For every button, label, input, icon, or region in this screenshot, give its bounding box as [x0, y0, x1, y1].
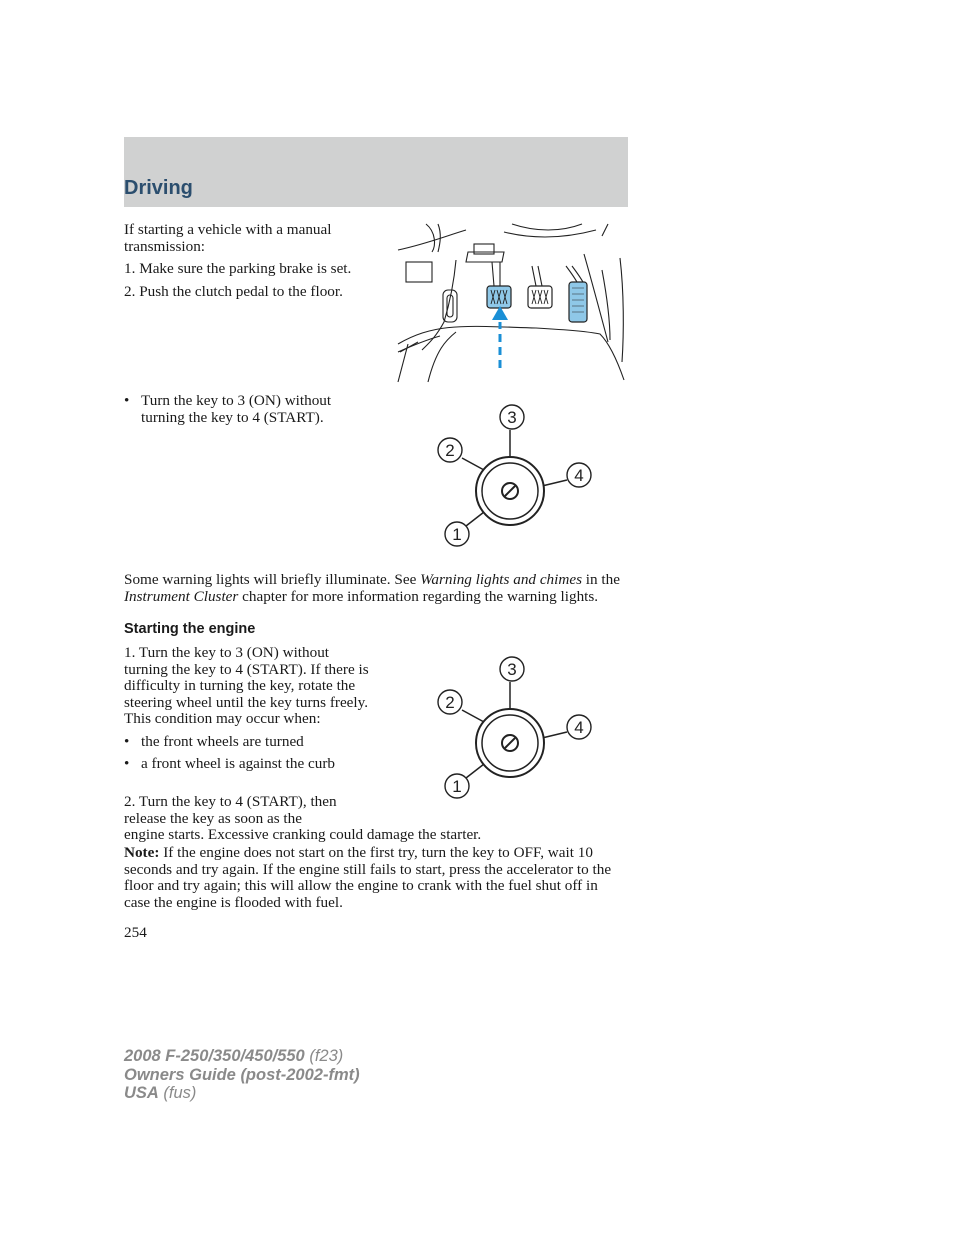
- ignition-pos-4: 4: [574, 466, 584, 485]
- ignition-pos-4: 4: [574, 718, 584, 737]
- footer: 2008 F-250/350/450/550 (f23) Owners Guide (post-2002-fmt) USA (fus): [124, 1047, 360, 1102]
- ignition-pos-3: 3: [507, 660, 517, 679]
- section-title: Driving: [124, 177, 193, 199]
- instrument-cluster-link: Instrument Cluster: [124, 587, 239, 605]
- manual-step-1: 1. Make sure the parking brake is set.: [124, 260, 352, 277]
- warning-lights-link: Warning lights and chimes: [420, 571, 582, 588]
- clutch-pedal-illustration: [396, 222, 628, 384]
- ignition-pos-2: 2: [445, 693, 455, 712]
- header-band: [124, 137, 628, 207]
- ignition-pos-3: 3: [507, 408, 517, 427]
- bullet-turn-key-on: • Turn the key to 3 (ON) without turning the key to 4 (START).: [124, 393, 364, 426]
- manual-step-2: 2. Push the clutch pedal to the floor.: [124, 282, 343, 300]
- page-number: 254: [124, 924, 147, 941]
- bullet-text: Turn the key to 3 (ON) without turning the key to 4 (START).: [141, 392, 332, 426]
- manual-start-text: [124, 222, 364, 300]
- bullet-front-wheels-turned: • the front wheels are turned: [124, 732, 304, 750]
- ignition-pos-1: 1: [452, 777, 462, 796]
- note-paragraph: [124, 845, 624, 911]
- warning-lights-paragraph: Some warning lights will briefly illuminate. See Warning lights and chimes in the Instrument Cluster chapter for more information regarding the warning lights.: [124, 571, 620, 605]
- ignition-diagram-1: [430, 400, 600, 555]
- note-text: If the engine does not start on the first try, turn the key to OFF, wait 10 seconds and try again. If the engine still fails to start, press the accelerator to the floor and try again; this will allow the engine to crank with the fuel shut off in case the engine is flooded with fuel.: [124, 844, 612, 911]
- ignition-pos-2: 2: [445, 441, 455, 460]
- starting-step-2: 2. Turn the key to 4 (START), then release the key as soon as the engine starts. Excessive cranking could damage the starter.: [124, 793, 482, 843]
- note-label: Note:: [124, 844, 160, 861]
- starting-steps: [124, 645, 376, 773]
- manual-intro: If starting a vehicle with a manual transmission:: [124, 221, 332, 255]
- ignition-diagram-2: [430, 652, 600, 807]
- ignition-pos-1: 1: [452, 525, 462, 544]
- starting-engine-heading: Starting the engine: [124, 621, 256, 637]
- starting-step-1: 1. Turn the key to 3 (ON) without turning the key to 4 (START). If there is difficulty in turning the key, rotate the steering wheel until the key turns freely. This condition may occur when:: [124, 644, 369, 727]
- bullet-wheel-against-curb: • a front wheel is against the curb: [124, 755, 335, 772]
